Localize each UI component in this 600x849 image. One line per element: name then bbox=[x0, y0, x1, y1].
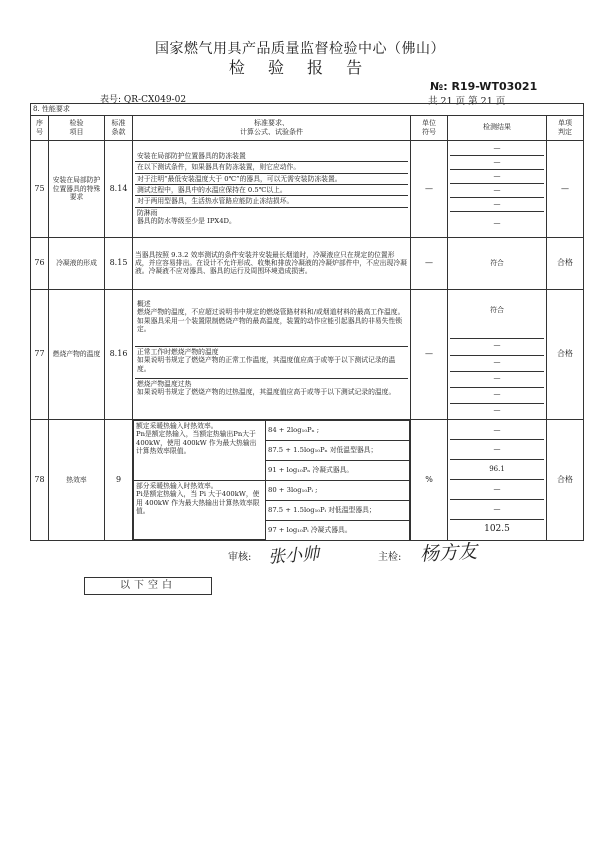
col-requirement: 标准要求、 计算公式、试验条件 bbox=[133, 115, 411, 140]
end-of-report-note: 以下空白 bbox=[84, 577, 212, 595]
row-unit: — bbox=[411, 289, 448, 419]
result-cell: — bbox=[450, 356, 544, 372]
row-seq: 76 bbox=[31, 237, 49, 289]
row-requirement: 当器具按照 9.3.2 效率测试的条件安装并安装最长烟道时，冷凝液应只在规定的位置形成，并应容易排出。在设计不允许形成、收集和排放冷凝液的冷凝炉部件中，不应出现冷凝液。冷凝液不应对器具、器具的运行及周围环境造成损害。 bbox=[133, 237, 411, 289]
row-seq: 75 bbox=[31, 140, 49, 237]
row-clause: 8.14 bbox=[105, 140, 133, 237]
result-cell: — bbox=[450, 500, 544, 520]
col-seq: 序号 bbox=[31, 115, 49, 140]
formula: 87.5 + 1.5log₁₀Pₙ 对低温型器具； bbox=[266, 440, 410, 460]
row-clause: 8.16 bbox=[105, 289, 133, 419]
result-cell: — bbox=[450, 372, 544, 388]
row-verdict: 合格 bbox=[547, 419, 584, 541]
row-verdict: 合格 bbox=[547, 237, 584, 289]
result-cell: — bbox=[493, 405, 501, 414]
partial-efficiency-text: 部分采暖热输入时热效率。 Pi是额定热输入，当 Pi 大于400kW，使用 400kW 作为最大热输出计算热效率限值。 bbox=[134, 480, 266, 540]
result-cell: 102.5 bbox=[484, 524, 510, 534]
formula: 80 + 3log₁₀Pᵢ ; bbox=[266, 480, 410, 500]
result-cell: 96.1 bbox=[450, 460, 544, 480]
inspection-table bbox=[30, 103, 584, 541]
chief-inspector-signature: 杨方友 bbox=[419, 540, 478, 566]
form-number: 表号: QR-CX049-02 bbox=[100, 95, 187, 105]
row-result: 符合 bbox=[448, 237, 547, 289]
formula: 97 + log₁₀Pᵢ 冷凝式器具。 bbox=[266, 520, 410, 540]
result-cell: — bbox=[450, 156, 544, 170]
row-item: 热效率 bbox=[49, 419, 105, 541]
table-row-77 bbox=[31, 289, 584, 419]
row-item: 燃烧产物的温度 bbox=[49, 289, 105, 419]
reviewer-signature: 张小帅 bbox=[267, 544, 320, 568]
formula: 84 + 2log₁₀Pₙ ; bbox=[266, 420, 410, 440]
condition: 安装在局部防护位置器具的防冻装置 bbox=[135, 151, 408, 162]
page-info: 共 21 页 第 21 页 bbox=[428, 96, 506, 107]
row-unit: % bbox=[411, 419, 448, 541]
row-item: 冷凝液的形成 bbox=[49, 237, 105, 289]
result-cell: — bbox=[450, 339, 544, 356]
row-results bbox=[448, 140, 547, 237]
condition: 概述 燃烧产物的温度，不应超过说明书中规定的燃烧管路材料和/或烟道材料的最高工作温度。 如果器具采用一个装置限制燃烧产物的最高温度，装置的动作应能引起器具的非易失性锁定。 bbox=[135, 299, 408, 347]
row-conditions bbox=[133, 140, 411, 237]
condition: 防淋雨 器具的防水等级至少是 IPX4D。 bbox=[137, 208, 236, 226]
reviewer-label: 审核: bbox=[228, 552, 252, 563]
result-cell: — bbox=[450, 198, 544, 212]
row-clause: 8.15 bbox=[105, 237, 133, 289]
result-cell: — bbox=[450, 184, 544, 198]
row-unit: — bbox=[411, 140, 448, 237]
row-conditions bbox=[133, 289, 411, 419]
result-cell: — bbox=[450, 388, 544, 404]
result-cell: — bbox=[450, 440, 544, 460]
row-efficiency-block bbox=[133, 419, 411, 541]
table-row-75 bbox=[31, 140, 584, 237]
org-name: 国家燃气用具产品质量监督检验中心（佛山） bbox=[155, 41, 445, 57]
row-results bbox=[448, 289, 547, 419]
section-title: 8. 性能要求 bbox=[31, 104, 584, 116]
col-clause: 标准 条款 bbox=[105, 115, 133, 140]
condition: 在以下测试条件，如果器具有防冻装置，则它应动作。 bbox=[135, 162, 408, 173]
condition: 燃烧产物温度过热 如果说明书规定了燃烧产物的过热温度，其温度值应高于或等于以下测试记录的温度。 bbox=[137, 379, 396, 397]
row-item: 安装在局部防护位置器具的特殊要求 bbox=[49, 140, 105, 237]
condition: 对于两用型器具，生活热水管路应能防止冻结损坏。 bbox=[135, 196, 408, 207]
table-row-78 bbox=[31, 419, 584, 541]
report-title: 检 验 报 告 bbox=[228, 58, 372, 77]
row-verdict: — bbox=[547, 140, 584, 237]
result-cell: — bbox=[450, 421, 544, 440]
result-cell: — bbox=[493, 219, 501, 228]
row-clause: 9 bbox=[105, 419, 133, 541]
row-seq: 78 bbox=[31, 419, 49, 541]
condition: 对于注明“最低安装温度大于 0℃”的器具，可以无需安装防冻装置。 bbox=[135, 174, 408, 185]
row-results bbox=[448, 419, 547, 541]
condition: 测试过程中，器具中的水温应保持在 0.5℃以上。 bbox=[135, 185, 408, 196]
efficiency-subtable bbox=[133, 420, 410, 541]
col-unit: 单位 符号 bbox=[411, 115, 448, 140]
table-row-76 bbox=[31, 237, 584, 289]
result-cell: — bbox=[450, 142, 544, 156]
row-unit: — bbox=[411, 237, 448, 289]
formula: 91 + log₁₀Pₙ 冷凝式器具。 bbox=[266, 460, 410, 480]
result-cell: 符合 bbox=[450, 291, 544, 339]
row-verdict: 合格 bbox=[547, 289, 584, 419]
chief-inspector-label: 主检: bbox=[378, 552, 402, 563]
header-row bbox=[31, 115, 584, 140]
col-verdict: 单项 判定 bbox=[547, 115, 584, 140]
condition: 正常工作时燃烧产物的温度 如果说明书规定了燃烧产物的正常工作温度，其温度值应高于或等于以下测试记录的温度。 bbox=[135, 347, 408, 379]
report-number: №: R19-WT03021 bbox=[430, 80, 538, 93]
formula: 87.5 + 1.5log₁₀Pᵢ 对低温型器具； bbox=[266, 500, 410, 520]
result-cell: — bbox=[450, 170, 544, 184]
result-cell: — bbox=[450, 480, 544, 500]
row-seq: 77 bbox=[31, 289, 49, 419]
col-item: 检验 项目 bbox=[49, 115, 105, 140]
col-result: 检测结果 bbox=[448, 115, 547, 140]
rated-efficiency-text: 额定采暖热输入时热效率。 Pn是额定热输入，当额定热输出Pn大于 400kW，使用 400kW 作为最大热输出计算热效率限值。 bbox=[134, 420, 266, 480]
